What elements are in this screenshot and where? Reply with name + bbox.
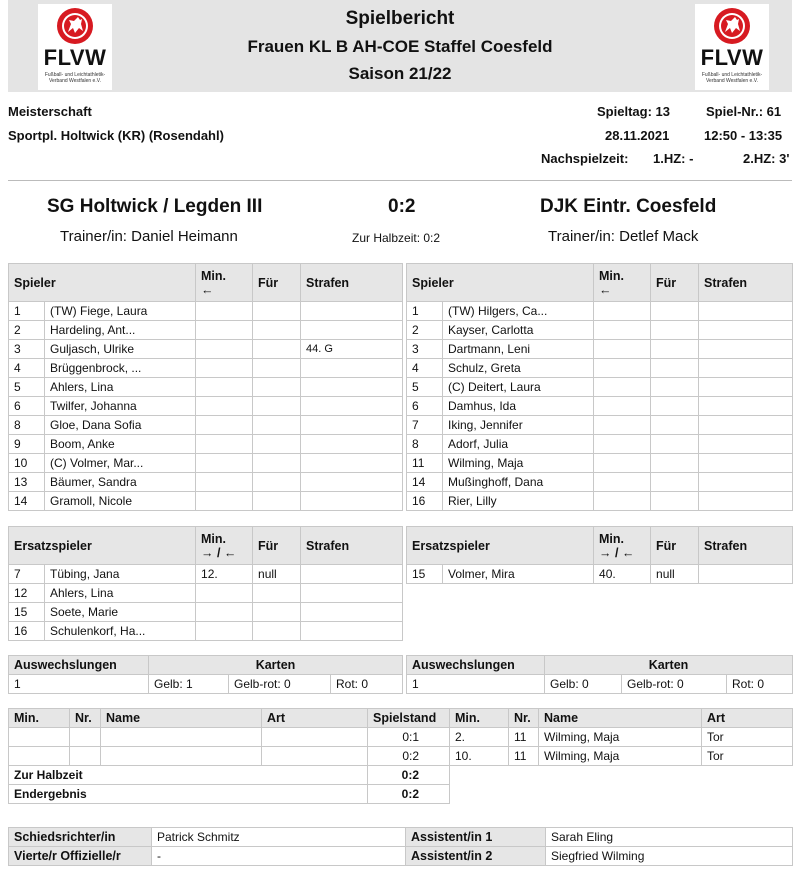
final-result: 0:2 — [368, 785, 450, 804]
halftime-label: Zur Halbzeit — [9, 766, 368, 785]
col-min: Min. — [450, 709, 509, 728]
player-row — [9, 416, 403, 435]
player-penalty: 44. G — [301, 340, 403, 359]
col-spielstand: Spielstand — [368, 709, 450, 728]
player-number: 15 — [9, 603, 45, 622]
home-yellow-cards: Gelb: 1 — [149, 675, 229, 694]
player-minute: 40. — [594, 565, 651, 584]
player-minute — [196, 302, 253, 321]
player-name: Tübing, Jana — [45, 565, 196, 584]
player-name: Ahlers, Lina — [45, 378, 196, 397]
home-goal-number — [70, 747, 101, 766]
player-row — [9, 473, 403, 492]
player-row — [407, 454, 793, 473]
player-penalty — [301, 473, 403, 492]
player-row — [9, 359, 403, 378]
home-goal-minute — [9, 747, 70, 766]
player-number: 11 — [407, 454, 443, 473]
halftime-result: 0:2 — [368, 766, 450, 785]
player-number: 14 — [407, 473, 443, 492]
player-minute — [594, 359, 651, 378]
report-header — [8, 0, 792, 92]
player-for — [651, 340, 699, 359]
player-penalty — [301, 454, 403, 473]
player-penalty — [301, 584, 403, 603]
logo-subtitle: Fußball- und Leichtathletik-Verband Westfalen e.V. — [701, 72, 763, 84]
player-row — [9, 302, 403, 321]
player-penalty — [699, 340, 793, 359]
player-row — [407, 435, 793, 454]
away-goal-type: Tor — [702, 728, 793, 747]
col-min — [196, 527, 253, 565]
halftime-score: Zur Halbzeit: 0:2 — [352, 231, 441, 245]
col-art: Art — [262, 709, 368, 728]
player-number: 14 — [9, 492, 45, 511]
col-fuer: Für — [253, 527, 301, 565]
player-for — [651, 492, 699, 511]
away-subs-table — [406, 526, 793, 584]
away-red-cards: Rot: 0 — [727, 675, 793, 694]
player-minute — [196, 397, 253, 416]
player-name: Schulenkorf, Ha... — [45, 622, 196, 641]
player-number: 16 — [9, 622, 45, 641]
player-row — [9, 321, 403, 340]
col-min — [594, 527, 651, 565]
divider — [8, 180, 792, 181]
player-number: 6 — [9, 397, 45, 416]
col-nr: Nr. — [70, 709, 101, 728]
player-number: 2 — [9, 321, 45, 340]
col-min — [196, 264, 253, 302]
player-number: 13 — [9, 473, 45, 492]
player-name: Volmer, Mira — [443, 565, 594, 584]
player-row — [407, 565, 793, 584]
home-subs-table — [8, 526, 403, 641]
player-for — [253, 359, 301, 378]
logo-wordmark: FLVW — [43, 45, 107, 70]
home-goal-type — [262, 728, 368, 747]
player-penalty — [301, 397, 403, 416]
player-for — [253, 435, 301, 454]
player-number: 1 — [407, 302, 443, 321]
col-fuer: Für — [651, 527, 699, 565]
player-number: 6 — [407, 397, 443, 416]
competition-type: Meisterschaft — [8, 104, 92, 119]
player-row — [407, 473, 793, 492]
match-time: 12:50 - 13:35 — [704, 128, 783, 143]
logo-wordmark: FLVW — [700, 45, 764, 70]
player-minute — [594, 416, 651, 435]
player-row — [407, 340, 793, 359]
player-number: 9 — [9, 435, 45, 454]
player-row — [407, 359, 793, 378]
col-ersatzspieler: Ersatzspieler — [9, 527, 196, 565]
player-penalty — [699, 565, 793, 584]
away-goal-scorer: Wilming, Maja — [539, 747, 702, 766]
min-label: Min. — [599, 268, 624, 283]
player-minute — [196, 454, 253, 473]
player-penalty — [301, 416, 403, 435]
away-substitutions-count: 1 — [407, 675, 545, 694]
assistant2-name: Siegfried Wilming — [546, 847, 793, 866]
player-number: 15 — [407, 565, 443, 584]
player-name: Adorf, Julia — [443, 435, 594, 454]
col-spieler: Spieler — [9, 264, 196, 302]
col-min — [594, 264, 651, 302]
player-number: 2 — [407, 321, 443, 340]
player-for — [651, 397, 699, 416]
col-strafen: Strafen — [699, 527, 793, 565]
player-for — [253, 378, 301, 397]
player-minute — [196, 435, 253, 454]
player-row — [407, 378, 793, 397]
player-row — [407, 416, 793, 435]
player-minute — [594, 473, 651, 492]
min-label: Min. — [599, 531, 625, 546]
player-for — [253, 397, 301, 416]
player-row — [9, 603, 403, 622]
player-minute — [594, 492, 651, 511]
player-name: Mußinghoff, Dana — [443, 473, 594, 492]
player-number: 1 — [9, 302, 45, 321]
player-number: 10 — [9, 454, 45, 473]
player-penalty — [699, 302, 793, 321]
player-name: (C) Deitert, Laura — [443, 378, 594, 397]
home-team-name: SG Holtwick / Legden III — [47, 196, 263, 217]
player-number: 5 — [9, 378, 45, 397]
player-number: 5 — [407, 378, 443, 397]
player-penalty — [699, 454, 793, 473]
player-minute — [196, 321, 253, 340]
matchday: Spieltag: 13 — [597, 104, 670, 119]
player-for — [253, 603, 301, 622]
player-number: 8 — [407, 435, 443, 454]
home-yellow-red-cards: Gelb-rot: 0 — [229, 675, 331, 694]
player-name: Brüggenbrock, ... — [45, 359, 196, 378]
away-team-name: DJK Eintr. Coesfeld — [540, 196, 717, 217]
col-ersatzspieler: Ersatzspieler — [407, 527, 594, 565]
player-name: (C) Volmer, Mar... — [45, 454, 196, 473]
col-strafen: Strafen — [301, 264, 403, 302]
player-row — [9, 584, 403, 603]
arrow-inout-icon: → / ← — [599, 545, 635, 560]
player-name: Gloe, Dana Sofia — [45, 416, 196, 435]
player-penalty — [699, 473, 793, 492]
officials-table — [8, 827, 793, 866]
player-for — [253, 492, 301, 511]
player-number: 3 — [9, 340, 45, 359]
away-goal-scorer: Wilming, Maja — [539, 728, 702, 747]
player-for — [253, 340, 301, 359]
arrow-inout-icon: → / ← — [201, 545, 237, 560]
away-yellow-red-cards: Gelb-rot: 0 — [622, 675, 727, 694]
player-for: null — [253, 565, 301, 584]
player-row — [9, 454, 403, 473]
goal-score: 0:2 — [368, 747, 450, 766]
player-number: 8 — [9, 416, 45, 435]
player-row — [9, 378, 403, 397]
player-row — [9, 492, 403, 511]
player-minute — [594, 340, 651, 359]
player-for — [253, 473, 301, 492]
player-minute — [594, 397, 651, 416]
home-trainer: Trainer/in: Daniel Heimann — [60, 228, 238, 245]
col-karten: Karten — [149, 656, 403, 675]
venue: Sportpl. Holtwick (KR) (Rosendahl) — [8, 128, 224, 143]
player-name: Bäumer, Sandra — [45, 473, 196, 492]
player-number: 12 — [9, 584, 45, 603]
player-minute — [196, 416, 253, 435]
col-spieler: Spieler — [407, 264, 594, 302]
player-name: Dartmann, Leni — [443, 340, 594, 359]
away-goal-type: Tor — [702, 747, 793, 766]
player-penalty — [301, 359, 403, 378]
player-penalty — [699, 397, 793, 416]
player-number: 4 — [407, 359, 443, 378]
player-name: Rier, Lilly — [443, 492, 594, 511]
col-nr: Nr. — [509, 709, 539, 728]
player-row — [9, 622, 403, 641]
col-auswechslungen: Auswechslungen — [9, 656, 149, 675]
player-for — [651, 473, 699, 492]
player-penalty — [301, 321, 403, 340]
player-penalty — [699, 321, 793, 340]
player-minute — [594, 378, 651, 397]
player-name: Guljasch, Ulrike — [45, 340, 196, 359]
player-row — [407, 492, 793, 511]
player-number: 4 — [9, 359, 45, 378]
player-for — [253, 416, 301, 435]
player-number: 16 — [407, 492, 443, 511]
player-penalty — [301, 565, 403, 584]
home-goal-scorer — [101, 747, 262, 766]
arrow-out-icon: ← — [599, 282, 612, 297]
away-goal-minute: 10. — [450, 747, 509, 766]
home-goal-number — [70, 728, 101, 747]
home-substitutions-count: 1 — [9, 675, 149, 694]
player-for — [651, 359, 699, 378]
player-for — [253, 584, 301, 603]
player-penalty — [699, 416, 793, 435]
player-penalty — [301, 492, 403, 511]
player-name: Kayser, Carlotta — [443, 321, 594, 340]
player-row — [9, 435, 403, 454]
player-row — [9, 565, 403, 584]
arrow-out-icon: ← — [201, 282, 214, 297]
player-minute — [196, 378, 253, 397]
player-minute — [196, 340, 253, 359]
player-for — [651, 378, 699, 397]
assistant1-name: Sarah Eling — [546, 828, 793, 847]
player-minute — [196, 359, 253, 378]
fourth-official-label: Vierte/r Offizielle/r — [9, 847, 152, 866]
player-for — [253, 321, 301, 340]
player-number: 3 — [407, 340, 443, 359]
season-title: Saison 21/22 — [348, 64, 452, 83]
player-row — [9, 397, 403, 416]
player-minute — [196, 622, 253, 641]
col-strafen: Strafen — [301, 527, 403, 565]
player-name: Iking, Jennifer — [443, 416, 594, 435]
player-for — [651, 416, 699, 435]
player-number: 7 — [407, 416, 443, 435]
player-row — [9, 340, 403, 359]
player-row — [407, 321, 793, 340]
home-lineup-table — [8, 263, 403, 511]
player-penalty — [301, 302, 403, 321]
game-number: Spiel-Nr.: 61 — [706, 104, 782, 119]
player-penalty — [301, 435, 403, 454]
empty-cell — [450, 766, 793, 785]
away-goal-minute: 2. — [450, 728, 509, 747]
goals-table — [8, 708, 793, 804]
extra-time-second-half: 2.HZ: 3' — [743, 151, 790, 166]
player-penalty — [699, 435, 793, 454]
col-fuer: Für — [253, 264, 301, 302]
col-name: Name — [539, 709, 702, 728]
away-summary-table — [406, 655, 793, 694]
final-label: Endergebnis — [9, 785, 368, 804]
player-number: 7 — [9, 565, 45, 584]
away-goal-number: 11 — [509, 728, 539, 747]
player-name: Wilming, Maja — [443, 454, 594, 473]
fourth-official-name: - — [152, 847, 406, 866]
player-minute — [594, 454, 651, 473]
player-name: (TW) Hilgers, Ca... — [443, 302, 594, 321]
col-name: Name — [101, 709, 262, 728]
col-karten: Karten — [545, 656, 793, 675]
player-penalty — [301, 603, 403, 622]
report-title: Spielbericht — [345, 8, 455, 29]
referee-name: Patrick Schmitz — [152, 828, 406, 847]
player-minute — [196, 473, 253, 492]
player-name: Damhus, Ida — [443, 397, 594, 416]
col-min: Min. — [9, 709, 70, 728]
player-penalty — [301, 622, 403, 641]
player-minute — [196, 584, 253, 603]
player-penalty — [699, 359, 793, 378]
player-minute — [594, 302, 651, 321]
match-date: 28.11.2021 — [605, 128, 670, 143]
player-row — [407, 397, 793, 416]
min-label: Min. — [201, 268, 226, 283]
extra-time-first-half: 1.HZ: - — [653, 151, 694, 166]
away-lineup-table — [406, 263, 793, 511]
min-label: Min. — [201, 531, 227, 546]
home-summary-table — [8, 655, 403, 694]
player-name: Gramoll, Nicole — [45, 492, 196, 511]
player-name: Soete, Marie — [45, 603, 196, 622]
player-name: Boom, Anke — [45, 435, 196, 454]
player-name: Hardeling, Ant... — [45, 321, 196, 340]
player-for — [253, 622, 301, 641]
player-for — [651, 454, 699, 473]
league-title: Frauen KL B AH-COE Staffel Coesfeld — [247, 37, 553, 56]
away-trainer: Trainer/in: Detlef Mack — [548, 228, 699, 245]
player-minute: 12. — [196, 565, 253, 584]
player-penalty — [699, 492, 793, 511]
home-goal-scorer — [101, 728, 262, 747]
player-for — [651, 321, 699, 340]
goal-row — [9, 728, 793, 747]
home-goal-minute — [9, 728, 70, 747]
logo-subtitle: Fußball- und Leichtathletik-Verband Westfalen e.V. — [44, 72, 106, 84]
away-goal-number: 11 — [509, 747, 539, 766]
player-for: null — [651, 565, 699, 584]
player-minute — [196, 603, 253, 622]
goal-row — [9, 747, 793, 766]
player-name: (TW) Fiege, Laura — [45, 302, 196, 321]
extra-time-label: Nachspielzeit: — [541, 151, 629, 166]
player-minute — [594, 321, 651, 340]
player-for — [253, 454, 301, 473]
empty-cell — [450, 785, 793, 804]
home-red-cards: Rot: 0 — [331, 675, 403, 694]
home-goal-type — [262, 747, 368, 766]
final-score: 0:2 — [388, 196, 416, 217]
player-penalty — [699, 378, 793, 397]
player-row — [407, 302, 793, 321]
assistant2-label: Assistent/in 2 — [406, 847, 546, 866]
player-name: Twilfer, Johanna — [45, 397, 196, 416]
col-auswechslungen: Auswechslungen — [407, 656, 545, 675]
referee-label: Schiedsrichter/in — [9, 828, 152, 847]
col-strafen: Strafen — [699, 264, 793, 302]
player-for — [651, 435, 699, 454]
player-minute — [594, 435, 651, 454]
player-for — [253, 302, 301, 321]
player-for — [651, 302, 699, 321]
player-penalty — [301, 378, 403, 397]
player-name: Schulz, Greta — [443, 359, 594, 378]
away-yellow-cards: Gelb: 0 — [545, 675, 622, 694]
col-art: Art — [702, 709, 793, 728]
goal-score: 0:1 — [368, 728, 450, 747]
player-name: Ahlers, Lina — [45, 584, 196, 603]
player-minute — [196, 492, 253, 511]
col-fuer: Für — [651, 264, 699, 302]
assistant1-label: Assistent/in 1 — [406, 828, 546, 847]
